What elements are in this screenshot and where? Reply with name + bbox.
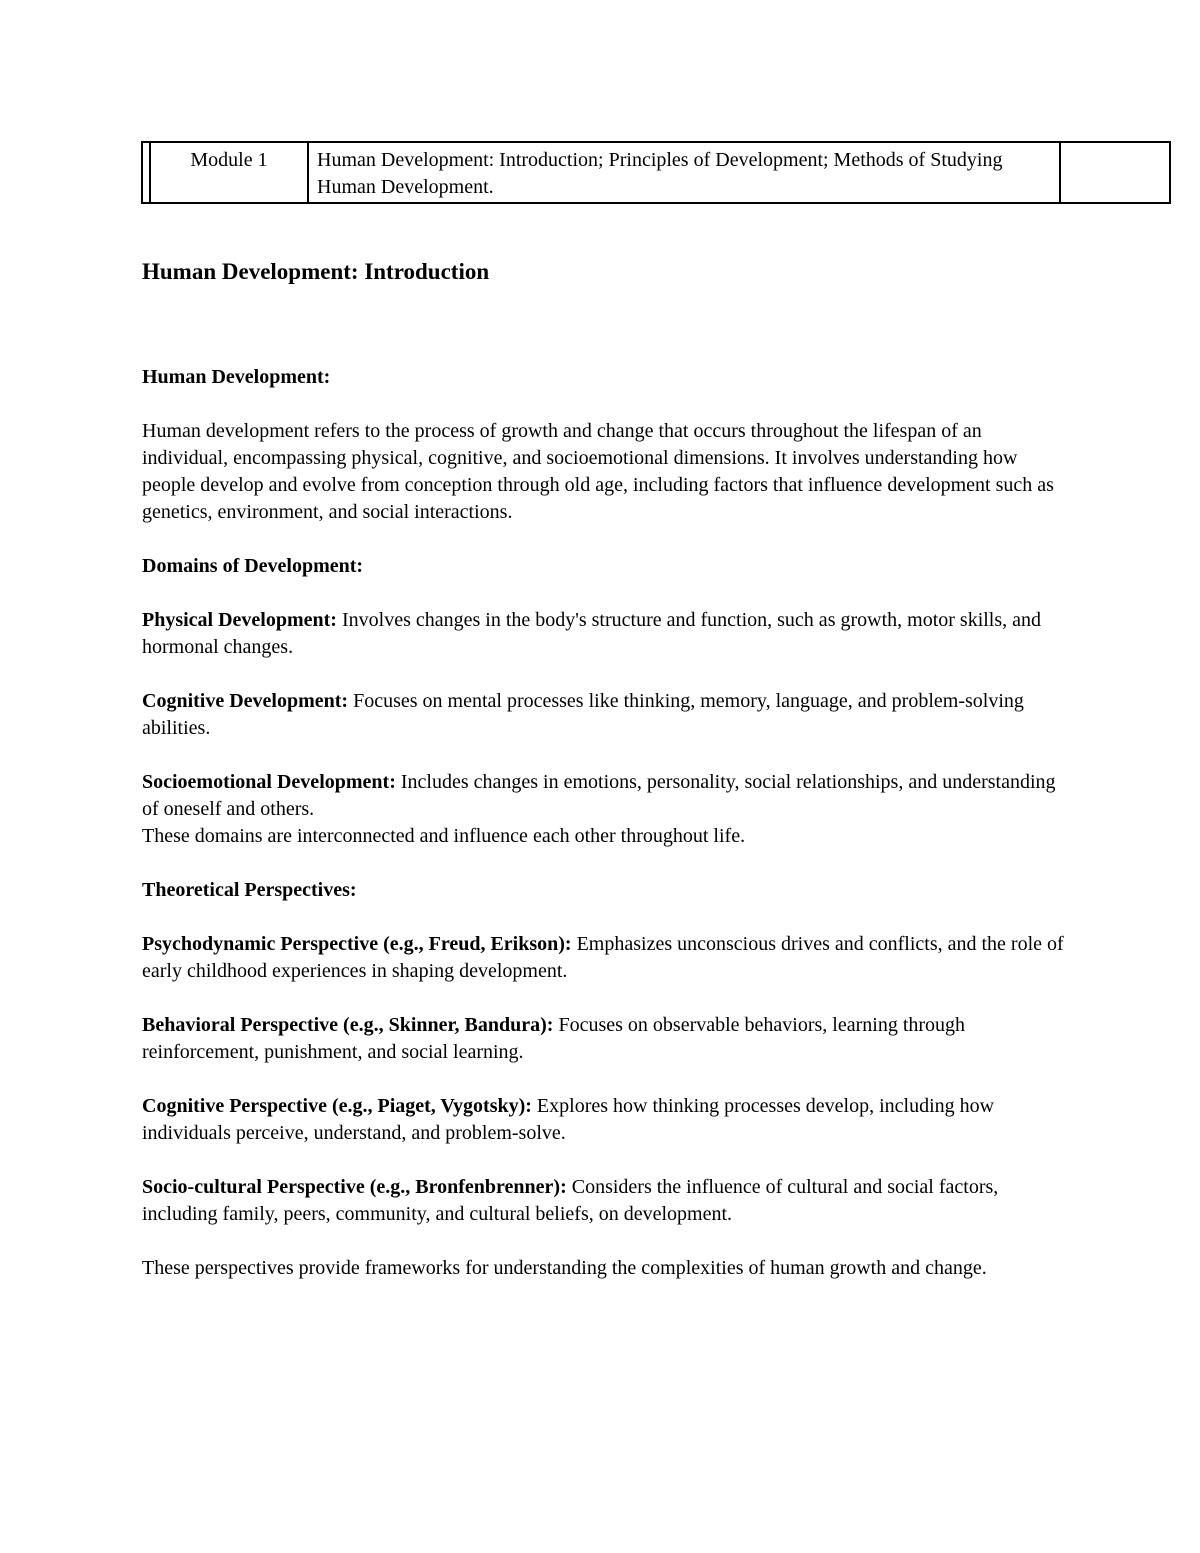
heading-domains: Domains of Development: xyxy=(142,555,364,577)
domains-closing: These domains are interconnected and influence each other throughout life. xyxy=(142,825,746,847)
domain-text: Focuses on mental processes like thinking, memory, language, and problem-solving abilities. xyxy=(142,690,1024,739)
domain-physical xyxy=(142,607,1072,661)
module-topics-cell: Human Development: Introduction; Principles of Development; Methods of Studying Human Development. xyxy=(308,142,1060,203)
perspective-text: Emphasizes unconscious drives and conflicts, and the role of early childhood experiences in shaping development. xyxy=(142,933,1064,982)
perspective-term: Behavioral Perspective (e.g., Skinner, Bandura): xyxy=(142,1014,554,1036)
domain-term: Socioemotional Development: xyxy=(142,771,396,793)
page-title: Human Development: Introduction xyxy=(142,259,490,284)
module-number-cell: Module 1 xyxy=(150,142,308,203)
perspectives-closing: These perspectives provide frameworks for understanding the complexities of human growth and change. xyxy=(142,1257,987,1279)
heading-human-development: Human Development: xyxy=(142,366,331,388)
paragraph-human-development: Human development refers to the process of growth and change that occurs throughout the lifespan of an individual, encompassing physical, cognitive, and socioemotional dimensions. It involves understanding how people develop and evolve from conception through old age, including factors that influence development such as genetics, environment, and social interactions. xyxy=(142,420,1054,523)
empty-cell xyxy=(1060,142,1170,203)
document-body xyxy=(142,256,1072,1282)
module-table xyxy=(141,141,1171,204)
perspective-sociocultural xyxy=(142,1174,1072,1228)
perspective-text: Considers the influence of cultural and social factors, including family, peers, community, and cultural beliefs, on development. xyxy=(142,1176,999,1225)
module-row xyxy=(142,142,1170,203)
domain-cognitive xyxy=(142,688,1072,742)
perspective-term: Socio-cultural Perspective (e.g., Bronfenbrenner): xyxy=(142,1176,567,1198)
perspective-cognitive xyxy=(142,1093,1072,1147)
domain-text: Includes changes in emotions, personality, social relationships, and understanding of oneself and others. xyxy=(142,771,1056,820)
perspective-behavioral xyxy=(142,1012,1072,1066)
table-gutter-cell xyxy=(142,142,150,203)
domain-text: Involves changes in the body's structure and function, such as growth, motor skills, and hormonal changes. xyxy=(142,609,1042,658)
domain-socioemotional xyxy=(142,769,1072,823)
perspective-text: Explores how thinking processes develop, including how individuals perceive, understand, and problem-solve. xyxy=(142,1095,995,1144)
heading-theoretical-perspectives: Theoretical Perspectives: xyxy=(142,879,357,901)
domain-term: Cognitive Development: xyxy=(142,690,349,712)
perspective-psychodynamic xyxy=(142,931,1072,985)
perspective-text: Focuses on observable behaviors, learning through reinforcement, punishment, and social learning. xyxy=(142,1014,966,1063)
perspective-term: Cognitive Perspective (e.g., Piaget, Vygotsky): xyxy=(142,1095,532,1117)
perspective-term: Psychodynamic Perspective (e.g., Freud, Erikson): xyxy=(142,933,572,955)
domain-term: Physical Development: xyxy=(142,609,337,631)
